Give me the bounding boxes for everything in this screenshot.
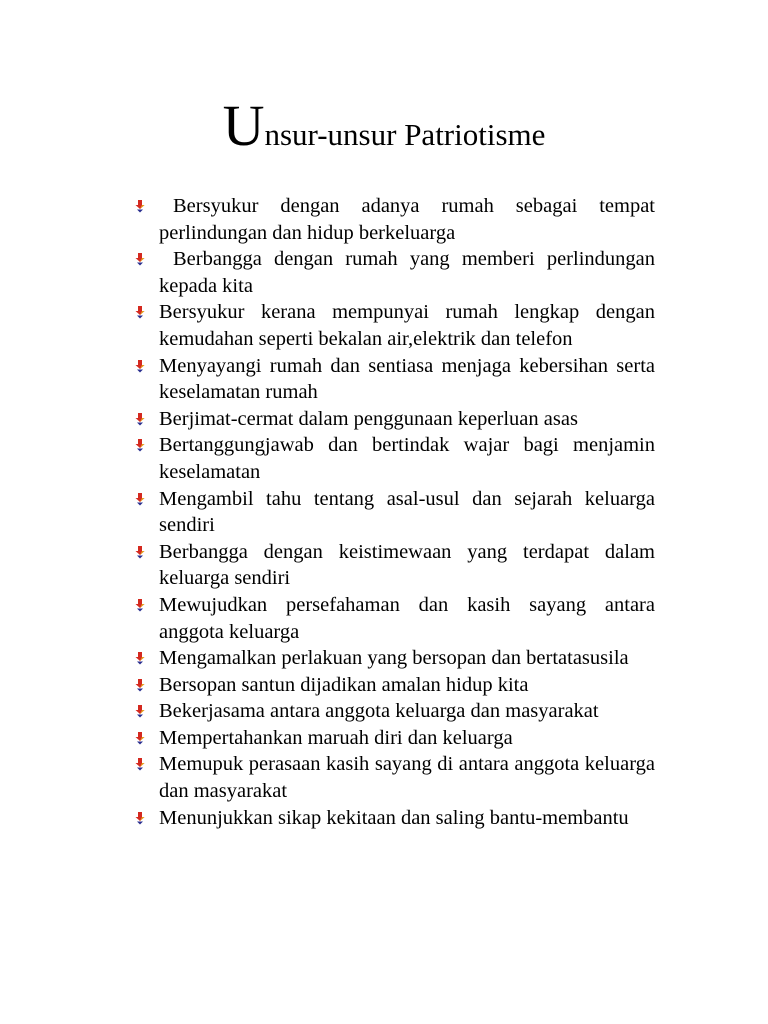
list-item-text: Berbangga dengan rumah yang memberi perlindungan kepada kita xyxy=(159,248,655,297)
list-item-text: Berjimat-cermat dalam penggunaan keperluan asas xyxy=(159,407,578,430)
list-item xyxy=(159,406,655,433)
list-item-text: Mengamalkan perlakuan yang bersopan dan bertatasusila xyxy=(159,647,629,670)
pushpin-arrow-icon xyxy=(133,492,147,506)
list-item xyxy=(159,751,655,804)
pushpin-arrow-icon xyxy=(133,598,147,612)
list-item-text: Bersyukur dengan adanya rumah sebagai tempat perlindungan dan hidup berkeluarga xyxy=(159,195,655,244)
list-item xyxy=(159,725,655,752)
list-item xyxy=(159,486,655,539)
pushpin-arrow-icon xyxy=(133,678,147,692)
pushpin-arrow-icon xyxy=(133,757,147,771)
list-item xyxy=(159,353,655,406)
list-item xyxy=(159,246,655,299)
list-item xyxy=(159,672,655,699)
list-item-text: Berbangga dengan keistimewaan yang terdapat dalam keluarga sendiri xyxy=(159,540,655,590)
list-item-text: Bertanggungjawab dan bertindak wajar bagi menjamin keselamatan xyxy=(159,434,655,483)
pushpin-arrow-icon xyxy=(133,811,147,825)
list-item-text: Menunjukkan sikap kekitaan dan saling bantu-membantu xyxy=(159,806,629,829)
list-item xyxy=(159,805,655,832)
pushpin-arrow-icon xyxy=(133,704,147,718)
patriotism-list xyxy=(0,193,768,831)
list-item-text: Mewujudkan persefahaman dan kasih sayang antara anggota keluarga xyxy=(159,593,655,643)
list-item-text: Menyayangi rumah dan sentiasa menjaga kebersihan serta keselamatan rumah xyxy=(159,354,655,404)
list-item-text: Memupuk perasaan kasih sayang di antara anggota keluarga dan masyarakat xyxy=(159,753,655,803)
list-item-text: Mengambil tahu tentang asal-usul dan sejarah keluarga sendiri xyxy=(159,487,655,537)
list-item xyxy=(159,299,655,352)
pushpin-arrow-icon xyxy=(133,252,147,266)
pushpin-arrow-icon xyxy=(133,359,147,373)
pushpin-arrow-icon xyxy=(133,545,147,559)
list-item xyxy=(159,592,655,645)
pushpin-arrow-icon xyxy=(133,305,147,319)
list-item xyxy=(159,432,655,485)
pushpin-arrow-icon xyxy=(133,199,147,213)
list-item xyxy=(159,698,655,725)
list-item xyxy=(159,645,655,672)
pushpin-arrow-icon xyxy=(133,438,147,452)
list-item-text: Mempertahankan maruah diri dan keluarga xyxy=(159,726,513,749)
title-rest: nsur-unsur Patriotisme xyxy=(264,117,546,152)
title-initial: U xyxy=(222,93,265,158)
pushpin-arrow-icon xyxy=(133,651,147,665)
pushpin-arrow-icon xyxy=(133,412,147,426)
list-item-text: Bersyukur kerana mempunyai rumah lengkap dengan kemudahan seperti bekalan air,elektrik dan telefon xyxy=(159,301,655,350)
list-item-text: Bekerjasama antara anggota keluarga dan masyarakat xyxy=(159,700,599,723)
list-item xyxy=(159,539,655,592)
list-item-text: Bersopan santun dijadikan amalan hidup kita xyxy=(159,673,529,696)
list-item xyxy=(159,193,655,246)
page-title xyxy=(0,93,768,165)
pushpin-arrow-icon xyxy=(133,731,147,745)
